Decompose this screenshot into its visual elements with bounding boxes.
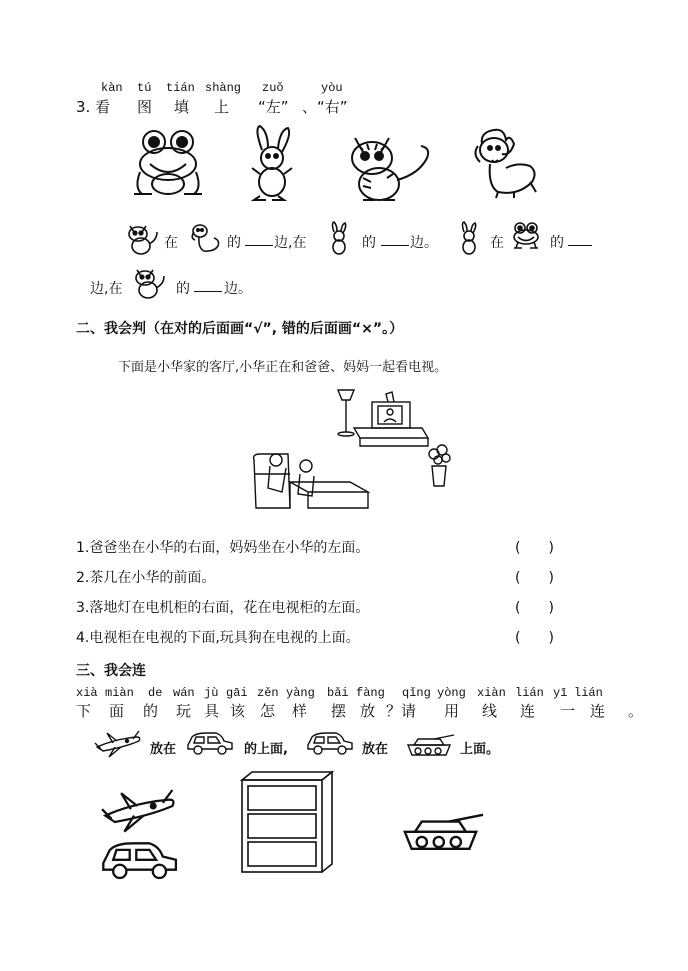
statement-4: 4.电视柜在电视的下面,玩具狗在电视的上面。: [76, 630, 360, 646]
plane-illustration[interactable]: [102, 790, 178, 832]
small-rabbit-icon-2: [458, 222, 482, 256]
char-ju: 具: [204, 702, 220, 720]
char-qing: ？请: [386, 702, 417, 720]
statement-2: 2.茶几在小华的前面。: [76, 570, 216, 586]
small-plane-icon: [95, 731, 143, 757]
small-car-icon: [186, 731, 236, 757]
shelf-illustration[interactable]: [240, 770, 334, 874]
answer-paren-2[interactable]: ( ): [515, 570, 554, 586]
small-rabbit-icon: [328, 222, 352, 256]
pinyin-fang: fàng: [356, 686, 385, 700]
section3-number-kan: 3. 看: [76, 98, 111, 116]
statement-3: 3.落地灯在电机柜的右面，花在电视柜的左面。: [76, 600, 370, 616]
word-bian-zai: 边,在: [274, 235, 307, 251]
char-you: 、“右”: [302, 98, 348, 116]
char-yang: 样: [292, 702, 308, 720]
pinyin-zen: zěn: [257, 686, 279, 700]
char-zen: 怎: [260, 702, 276, 720]
char-zuo: “左”: [258, 98, 289, 116]
section-connect-title: 三、我会连: [76, 663, 146, 679]
pinyin-tu: tú: [137, 81, 152, 95]
word-de-1: 的: [227, 235, 241, 251]
pinyin-kan: kàn: [101, 81, 123, 95]
living-room-illustration: [250, 388, 470, 514]
word-zai-1: 在: [164, 235, 178, 251]
pinyin-yong: yòng: [437, 686, 466, 700]
cat-illustration: [349, 128, 435, 204]
answer-blank-4[interactable]: [194, 277, 222, 292]
small-car-icon-2: [306, 731, 356, 757]
word-bian-end: 边。: [410, 235, 438, 251]
char-de: 的: [143, 702, 159, 720]
car-illustration[interactable]: [100, 840, 180, 880]
word-zai-2: 在: [490, 235, 504, 251]
char-lian: 连: [520, 702, 536, 720]
char-yong: 用: [444, 702, 460, 720]
char-fang: 放: [360, 702, 376, 720]
char-bai: 摆: [331, 702, 347, 720]
char-tian: 填: [174, 98, 190, 116]
pinyin-ju: jù: [204, 686, 219, 700]
word-de-4: 的: [176, 281, 190, 297]
word-de-shangmian: 的上面,: [244, 742, 288, 757]
pinyin-yang: yàng: [286, 686, 315, 700]
answer-blank-2[interactable]: [381, 231, 409, 246]
pinyin-yi: yī: [553, 686, 568, 700]
pinyin-you: yòu: [321, 81, 343, 95]
pinyin-lian: lián: [515, 686, 544, 700]
word-bian-line2: 边,在: [90, 281, 123, 297]
section-judge-title: 二、我会判（在对的后面画“√”, 错的后面画“×”。）: [76, 321, 404, 337]
answer-paren-4[interactable]: ( ): [515, 630, 554, 646]
frog-illustration: [130, 128, 210, 200]
word-fang-zai-2: 放在: [362, 742, 389, 757]
char-yi: 一: [560, 702, 576, 720]
small-cat-icon-2: [134, 266, 166, 300]
pinyin-lian-2: lián: [574, 686, 603, 700]
rabbit-illustration: [248, 124, 296, 204]
statement-1: 1.爸爸坐在小华的右面，妈妈坐在小华的左面。: [76, 540, 370, 556]
pinyin-qing: qǐng: [402, 686, 431, 700]
word-de-3: 的: [550, 235, 564, 251]
pinyin-gai: gāi: [226, 686, 248, 700]
pinyin-xian: xiàn: [477, 686, 506, 700]
pinyin-tian: tián: [166, 81, 195, 95]
word-shangmian: 上面。: [460, 742, 500, 757]
char-shang: 上: [214, 98, 230, 116]
pinyin-zuo: zuǒ: [262, 81, 284, 95]
pinyin-bai: bǎi: [327, 686, 349, 700]
pinyin-xia: xià: [76, 686, 98, 700]
char-tu: 图: [137, 98, 153, 116]
char-lian-2: 连: [590, 702, 606, 720]
answer-paren-1[interactable]: ( ): [515, 540, 554, 556]
answer-paren-3[interactable]: ( ): [515, 600, 554, 616]
char-xia: 下: [76, 702, 92, 720]
small-dog-icon: [190, 222, 222, 254]
small-cat-icon: [127, 222, 159, 256]
dog-illustration: [470, 126, 546, 200]
char-gai: 该: [230, 702, 246, 720]
pinyin-mian: miàn: [105, 686, 134, 700]
char-mian: 面: [109, 702, 125, 720]
answer-blank-3[interactable]: [568, 231, 592, 246]
pinyin-de: de: [148, 686, 163, 700]
char-xian: 线: [482, 702, 498, 720]
small-frog-icon: [512, 222, 542, 252]
word-de-2: 的: [362, 235, 376, 251]
small-tank-icon: [404, 731, 456, 757]
section-judge-intro: 下面是小华家的客厅,小华正在和爸爸、妈妈一起看电视。: [118, 360, 448, 375]
word-fang-zai-1: 放在: [150, 742, 177, 757]
tank-illustration[interactable]: [398, 808, 488, 856]
pinyin-shang: shàng: [205, 81, 242, 95]
pinyin-wan: wán: [173, 686, 195, 700]
word-bian-last: 边。: [224, 281, 252, 297]
char-period: 。: [628, 702, 644, 720]
char-wan: 玩: [176, 702, 192, 720]
answer-blank-1[interactable]: [245, 231, 273, 246]
